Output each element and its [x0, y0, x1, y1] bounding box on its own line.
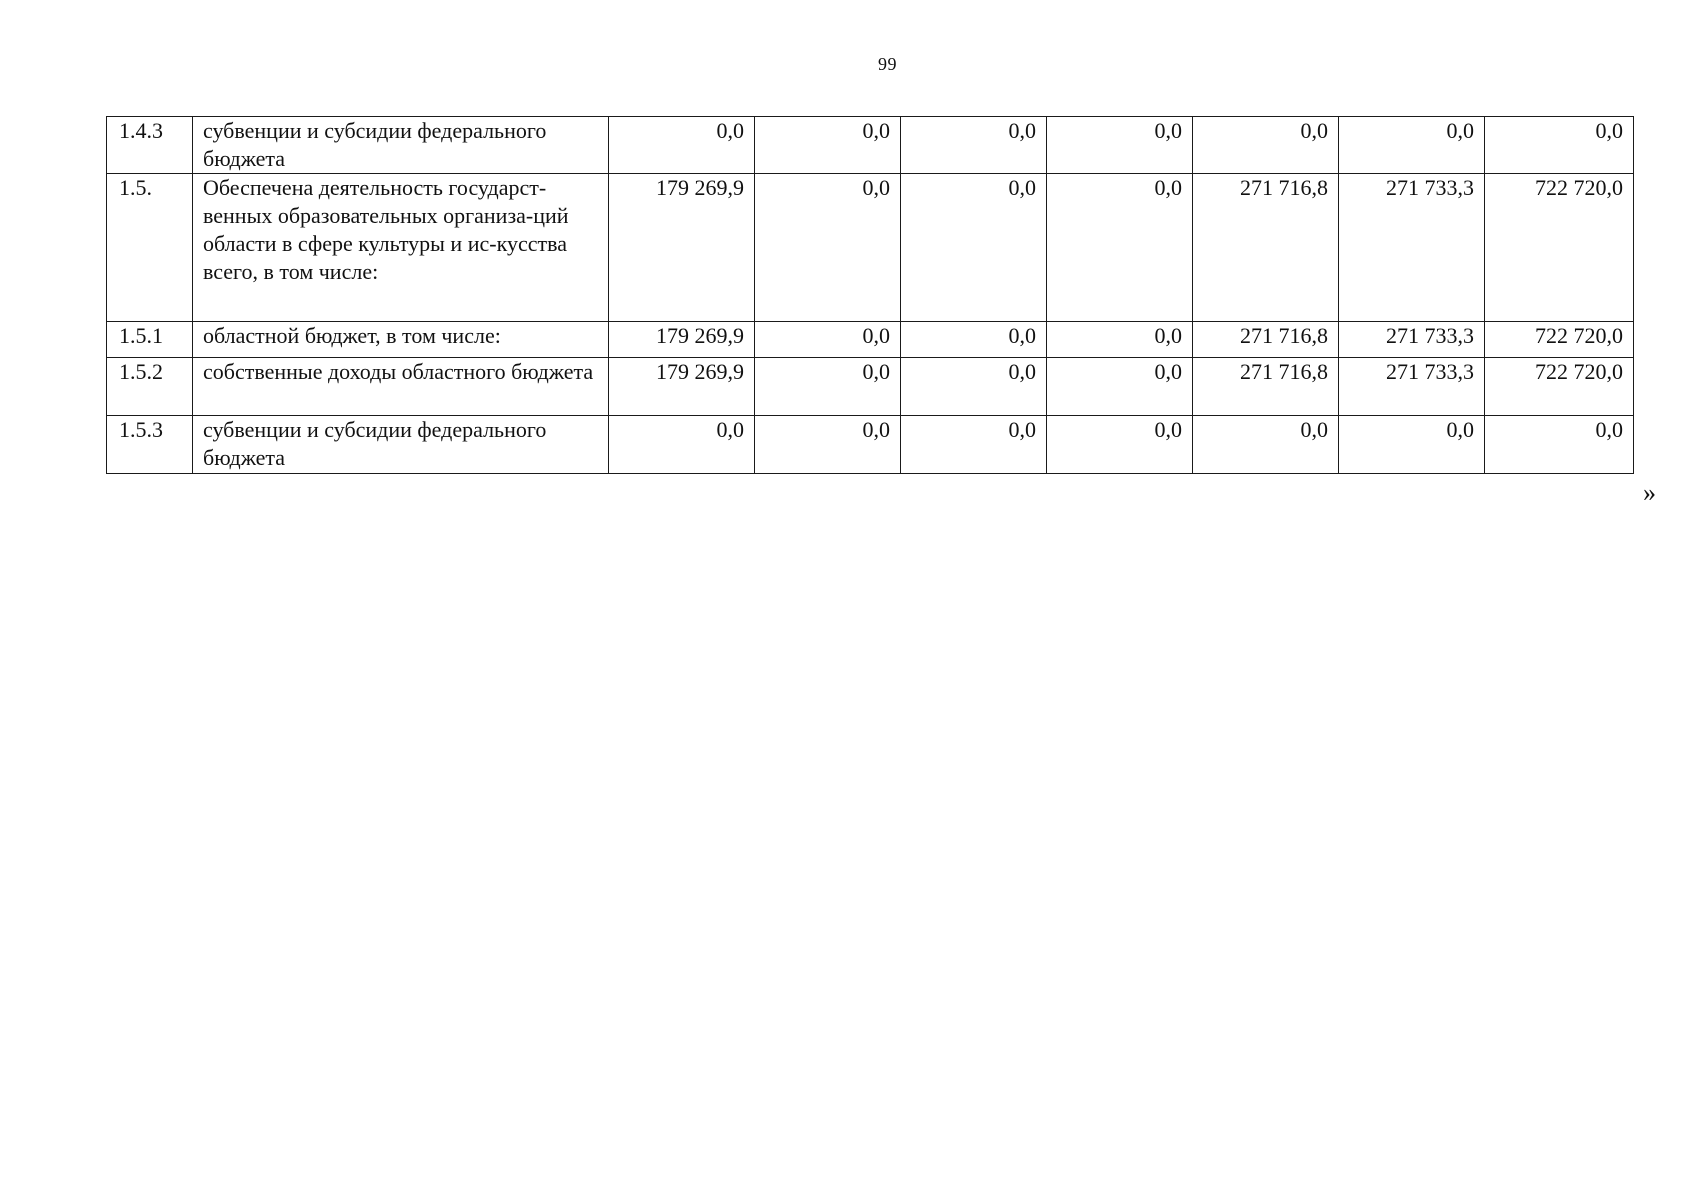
value-cell: 0,0 — [755, 174, 901, 322]
value-cell: 179 269,9 — [609, 174, 755, 322]
value-cell: 0,0 — [901, 358, 1047, 416]
value-cell: 0,0 — [755, 117, 901, 174]
table-row — [107, 358, 1634, 416]
value-cell: 0,0 — [755, 358, 901, 416]
value-cell: 179 269,9 — [609, 358, 755, 416]
value-cell: 0,0 — [901, 416, 1047, 474]
row-code: 1.5.3 — [107, 416, 193, 474]
value-cell: 0,0 — [609, 117, 755, 174]
value-cell: 271 733,3 — [1339, 322, 1485, 358]
value-cell: 0,0 — [901, 322, 1047, 358]
table-row — [107, 117, 1634, 174]
row-code: 1.4.3 — [107, 117, 193, 174]
value-cell: 722 720,0 — [1485, 174, 1634, 322]
row-code: 1.5.2 — [107, 358, 193, 416]
row-description: субвенции и субсидии федерального бюджета — [193, 416, 609, 474]
value-cell: 0,0 — [755, 322, 901, 358]
row-code: 1.5. — [107, 174, 193, 322]
row-description: областной бюджет, в том числе: — [193, 322, 609, 358]
table-row — [107, 322, 1634, 358]
value-cell: 0,0 — [755, 416, 901, 474]
value-cell: 0,0 — [1339, 117, 1485, 174]
value-cell: 0,0 — [1193, 416, 1339, 474]
page-number: 99 — [878, 54, 897, 74]
value-cell: 0,0 — [1339, 416, 1485, 474]
value-cell: 0,0 — [901, 117, 1047, 174]
budget-table — [106, 116, 1634, 474]
value-cell: 0,0 — [1047, 416, 1193, 474]
value-cell: 271 716,8 — [1193, 322, 1339, 358]
row-description-cell — [193, 174, 609, 322]
value-cell: 179 269,9 — [609, 322, 755, 358]
value-cell: 0,0 — [1485, 117, 1634, 174]
value-cell: 0,0 — [901, 174, 1047, 322]
value-cell: 271 716,8 — [1193, 174, 1339, 322]
row-description: собственные доходы областного бюджета — [193, 358, 609, 416]
value-cell: 722 720,0 — [1485, 358, 1634, 416]
table-row — [107, 174, 1634, 322]
value-cell: 0,0 — [1047, 322, 1193, 358]
value-cell: 271 716,8 — [1193, 358, 1339, 416]
row-code: 1.5.1 — [107, 322, 193, 358]
row-description: Обеспечена деятельность государст-венных образовательных организа-ций области в сфере культуры и ис-кусства — [203, 175, 569, 256]
value-cell: 271 733,3 — [1339, 358, 1485, 416]
table-row — [107, 416, 1634, 474]
value-cell: 0,0 — [1485, 416, 1634, 474]
value-cell: 0,0 — [1193, 117, 1339, 174]
value-cell: 0,0 — [1047, 117, 1193, 174]
value-cell: 722 720,0 — [1485, 322, 1634, 358]
value-cell: 0,0 — [1047, 358, 1193, 416]
row-description-extra: всего, в том числе: — [203, 259, 379, 284]
value-cell: 271 733,3 — [1339, 174, 1485, 322]
closing-quote-mark: » — [1643, 478, 1656, 507]
row-description: субвенции и субсидии федерального бюджета — [193, 117, 609, 174]
value-cell: 0,0 — [609, 416, 755, 474]
value-cell: 0,0 — [1047, 174, 1193, 322]
